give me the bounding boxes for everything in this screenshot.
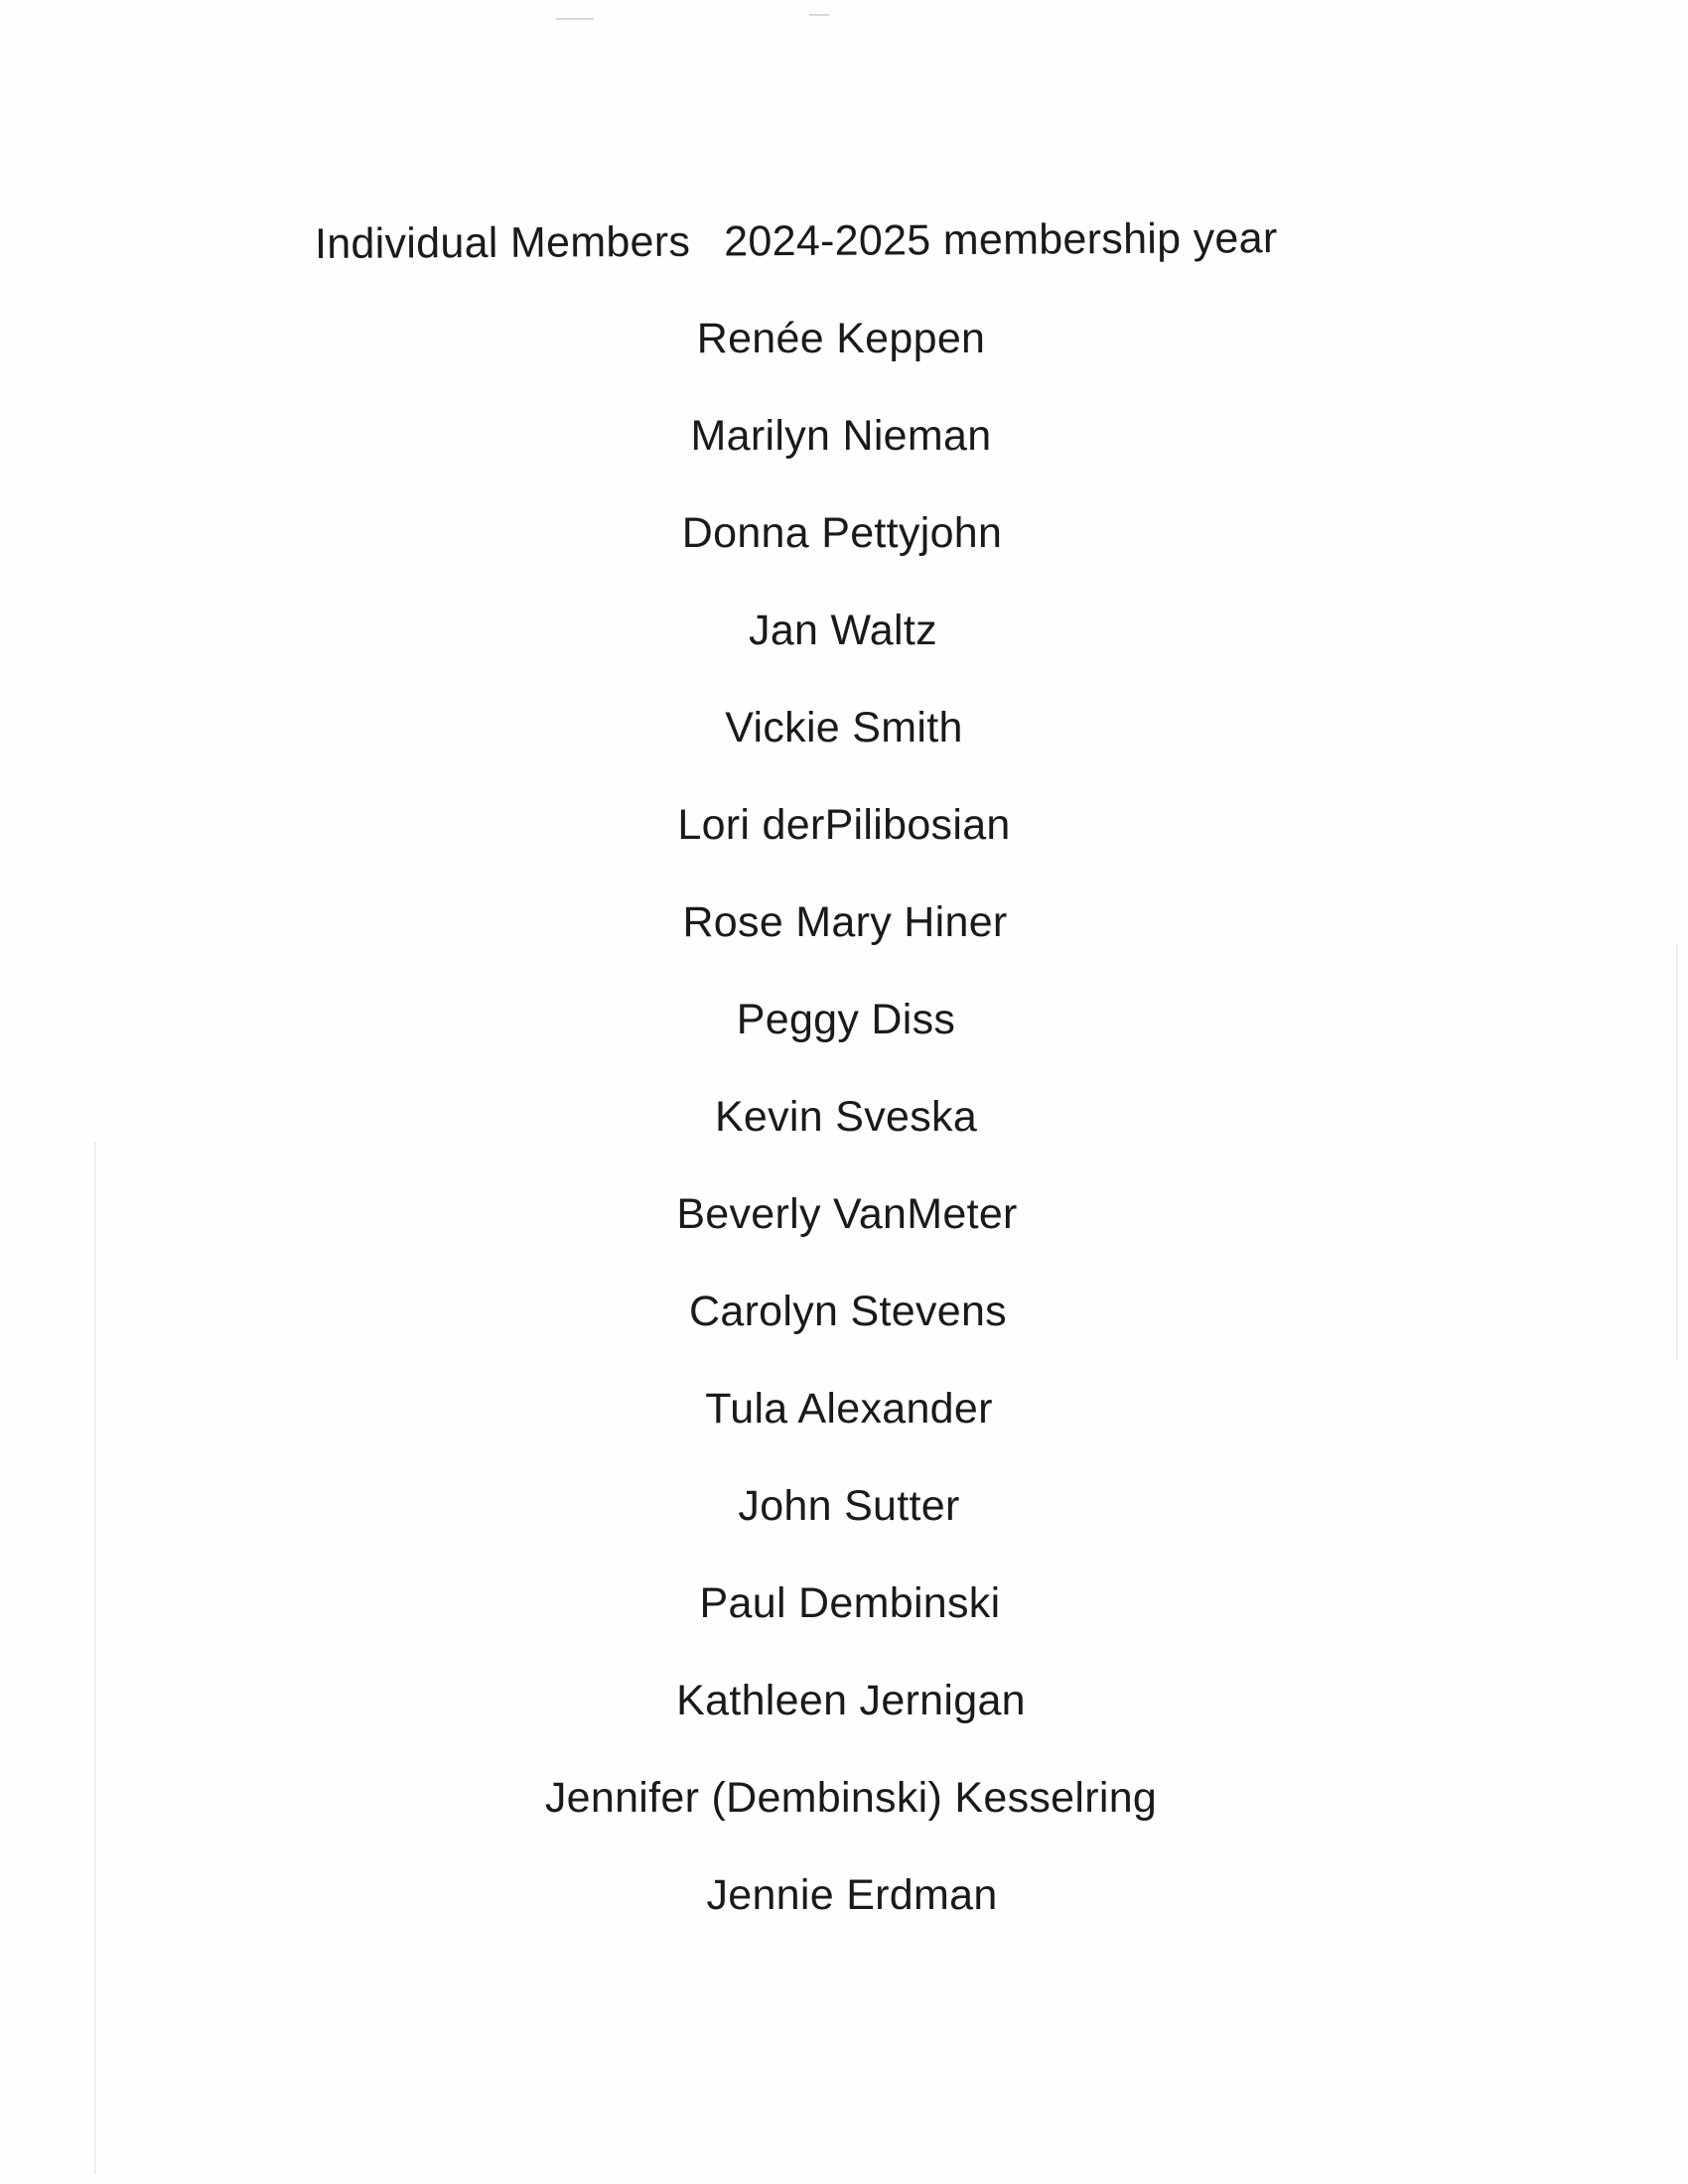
- scan-artifact: [809, 14, 829, 16]
- member-name: Renée Keppen: [696, 315, 986, 362]
- page-title: [315, 207, 1407, 274]
- member-name: Peggy Diss: [736, 996, 956, 1043]
- member-name: Donna Pettyjohn: [681, 509, 1003, 557]
- member-name: Lori derPilibosian: [677, 801, 1011, 849]
- member-name: Kevin Sveska: [714, 1093, 978, 1141]
- scan-artifact: [556, 18, 594, 20]
- member-name: Jan Waltz: [749, 607, 937, 654]
- member-name: Vickie Smith: [725, 704, 963, 751]
- member-name: John Sutter: [738, 1482, 960, 1530]
- member-name: Tula Alexander: [705, 1385, 993, 1433]
- member-name: Paul Dembinski: [699, 1579, 1001, 1627]
- member-name: Kathleen Jernigan: [676, 1677, 1026, 1724]
- member-name: Beverly VanMeter: [676, 1190, 1018, 1238]
- member-list: [0, 309, 1688, 1963]
- heading-label: Individual Members: [314, 217, 691, 268]
- member-name: Rose Mary Hiner: [682, 898, 1008, 946]
- member-name: Carolyn Stevens: [689, 1288, 1007, 1335]
- heading-year: 2024-2025 membership year: [724, 214, 1278, 266]
- member-name: Jennie Erdman: [706, 1871, 998, 1919]
- member-name: Jennifer (Dembinski) Kesselring: [544, 1774, 1158, 1822]
- member-name: Marilyn Nieman: [690, 412, 992, 460]
